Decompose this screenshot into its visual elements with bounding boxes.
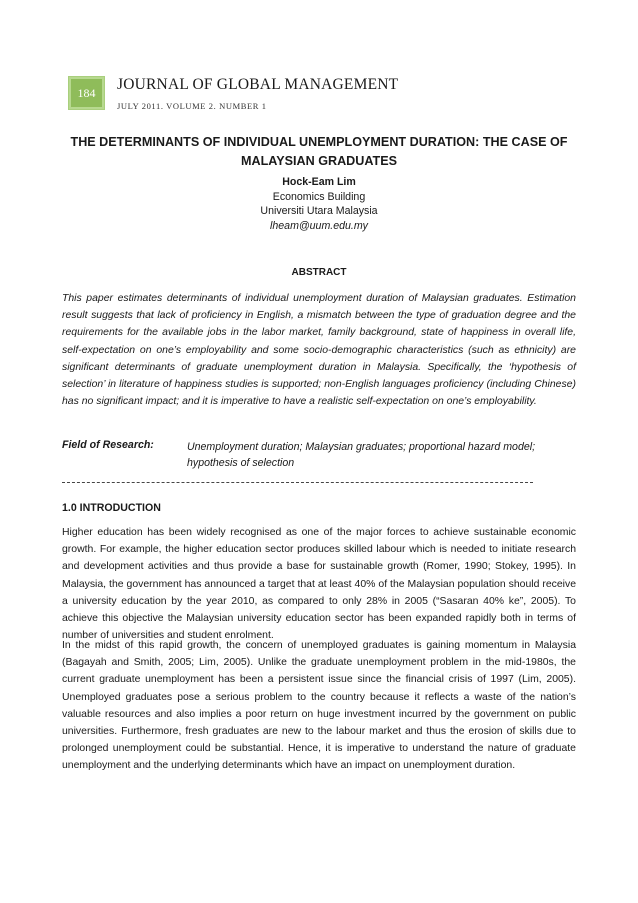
introduction-heading: 1.0 INTRODUCTION xyxy=(62,502,161,514)
field-of-research-keywords: Unemployment duration; Malaysian graduates; proportional hazard model; hypothesis of selection xyxy=(187,441,536,469)
author-affiliation-university: Universiti Utara Malaysia xyxy=(260,205,378,217)
paper-title: THE DETERMINANTS OF INDIVIDUAL UNEMPLOYMENT DURATION: THE CASE OF MALAYSIAN GRADUATES xyxy=(70,135,568,168)
author-name: Hock-Eam Lim xyxy=(282,176,356,188)
introduction-paragraph-1: Higher education has been widely recognised as one of the major forces to achieve sustainable economic growth. For example, the higher education sector produces skilled labour which is needed to initiate research and development activities and thus provide a base for sustainable growth (Romer, 1990; Stokey, 1995). In Malaysia, the government has announced a target that at least 40% of the Malaysian population should receive a university education by the year 2010, as compared to only 28% in 2005 (“Sasaran 40% ke”, 2005). To achieve this objective the Malaysian university education sector has been expanded rapidly both in terms of number of universities and student enrolment. xyxy=(62,527,576,642)
journal-issue-line: JULY 2011. VOLUME 2. NUMBER 1 xyxy=(117,101,267,111)
page-number-badge: 184 xyxy=(68,76,105,110)
introduction-paragraph-2: In the midst of this rapid growth, the concern of unemployed graduates is gaining momentum in Malaysia (Bagayah and Smith, 2005; Lim, 2005). Unlike the graduate unemployment problem in the mid-1980s, the current graduate unemployment has been a persistent issue since the financial crisis of 1997 (Lim, 2005). Unemployed graduates pose a serious problem to the country because it reflects a waste of the nation’s valuable resources and also implies a poor return on huge investment incurred by the government on public universities. Furthermore, fresh graduates are new to the labour market and thus the erosion of skills due to prolonged unemployment could be substantial. Hence, it is imperative to understand the nature of graduate unemployment and the underlying determinants which have an impact on unemployment duration. xyxy=(62,640,576,772)
abstract-heading: ABSTRACT xyxy=(291,267,347,278)
section-divider xyxy=(62,482,533,483)
author-email: lheam@uum.edu.my xyxy=(270,219,368,232)
abstract-text: This paper estimates determinants of individual unemployment duration of Malaysian graduates. Estimation result suggests that lack of proficiency in English, a mismatch between the type of graduation degree and the requirements for the available jobs in the labor market, family background, state of happiness in overall life, self-expectation on one’s employability and some socio-demographic characteristics (such as ethnicity) are significant determinants of graduate unemployment duration in Malaysia. Specifically, the ‘hypothesis of selection’ in literature of happiness studies is supported; non-English languages proficiency (including Chinese) has no significant impact; and it is imperative to have a realistic self-expectation on one’s employability. xyxy=(62,293,576,408)
journal-title: JOURNAL OF GLOBAL MANAGEMENT xyxy=(117,76,399,93)
field-of-research-label: Field of Research: xyxy=(62,439,154,451)
author-block xyxy=(62,175,576,233)
author-affiliation-building: Economics Building xyxy=(272,190,366,203)
